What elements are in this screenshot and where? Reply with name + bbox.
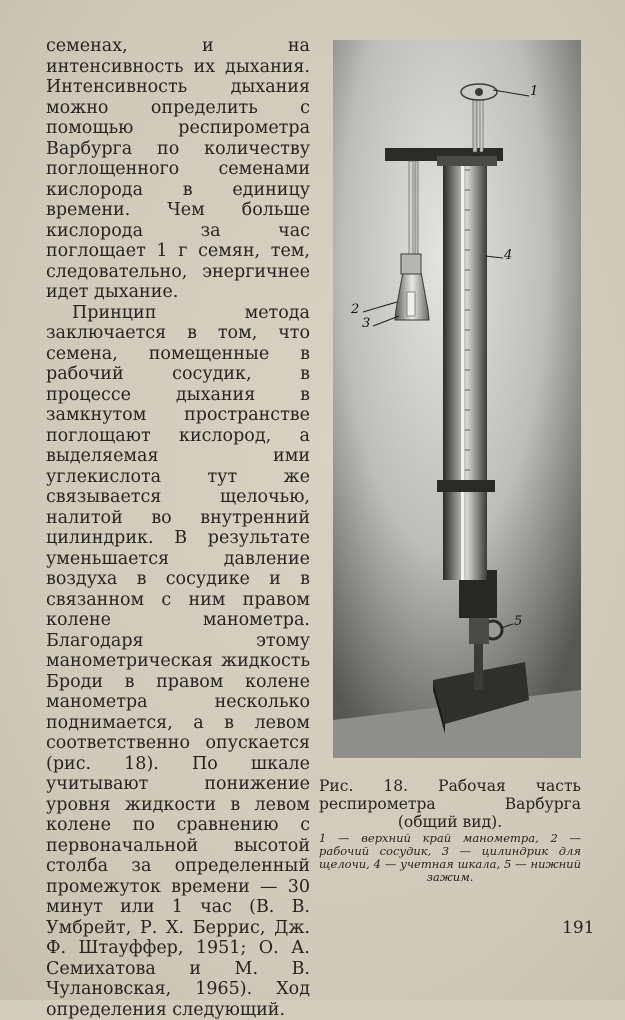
caption-legend: 1 — верхний край манометра, 2 — рабочий сосудик, 3 — цилиндрик для щелочи, 4 — учетная шкала, 5 — нижний зажим. — [319, 832, 581, 884]
figure-label-1: 1 — [530, 84, 538, 99]
paragraph-1: семенах, и на интенсивность их дыхания. Интенсивность дыхания можно определить с помощью респирометра Варбурга по количеству поглощенного семенами кислорода в единицу времени. Чем больше кислорода за час поглощает 1 г семян, тем, следовательно, энергичнее идет дыхание. — [46, 36, 310, 303]
figure-label-5: 5 — [514, 614, 522, 629]
caption-title: Рис. 18. Рабочая часть респирометра Варбурга (общий вид). — [319, 777, 581, 831]
figure-label-3: 3 — [362, 316, 370, 331]
figure-label-4: 4 — [504, 248, 512, 263]
figure-caption — [319, 777, 581, 884]
figure-label-2: 2 — [351, 302, 359, 317]
respirometer-photo — [333, 40, 581, 758]
body-text — [46, 36, 310, 1020]
paragraph-2: Принцип метода заключается в том, что семена, помещенные в рабочий сосудик, в процессе дыхания в замкнутом пространстве поглощают кислород, а выделяемая ими углекислота тут же связывается щелочью, налитой во внутренний цилиндрик. В результате уменьшается давление воздуха в сосудике и в связанном с ним правом колене манометра. Благодаря этому манометрическая жидкость Броди в правом колене манометра несколько поднимается, а в левом соответственно опускается (рис. 18). По шкале учитывают понижение уровня жидкости в левом колене по сравнению с первоначальной высотой столба за определенный промежуток времени — 30 минут или 1 час (В. В. Умбрейт, Р. Х. Беррис, Дж. Ф. Штауффер, 1951; О. А. Семихатова и М. В. Чулановская, 1965). Ход определения следующий. — [46, 303, 310, 1020]
page-number: 191 — [562, 918, 594, 938]
